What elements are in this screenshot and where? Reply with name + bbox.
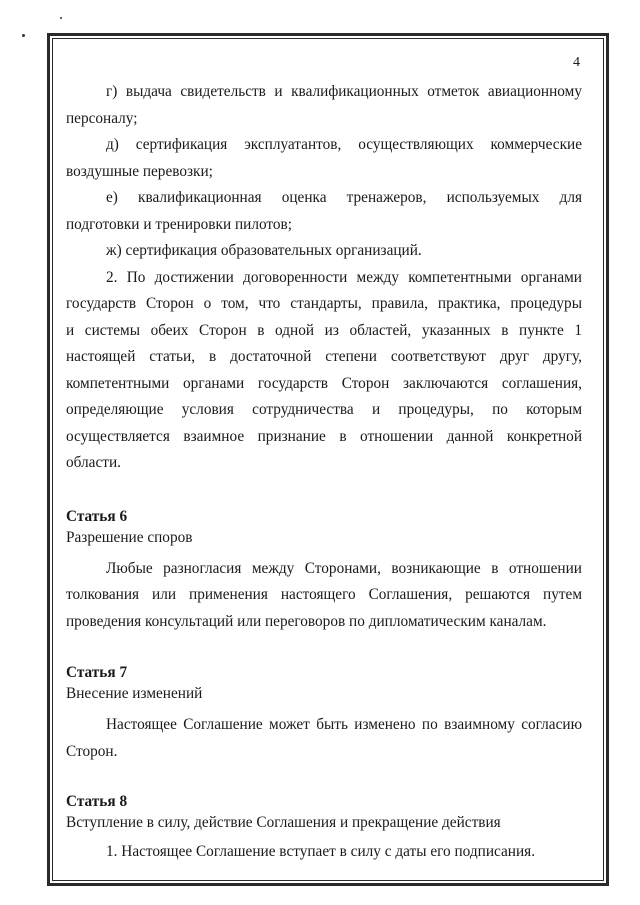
para2-line: государств Сторон о том, что стандарты, правила, практика, процедуры	[66, 295, 582, 312]
scan-speck	[60, 17, 62, 19]
para2-line: компетентными органами государств Сторон заключаются соглашения,	[66, 374, 582, 392]
page-number: 4	[573, 55, 580, 70]
article6-text-line: толкования или применения настоящего Соглашения, решаются путем	[66, 586, 582, 603]
list-item-g-line2: персоналу;	[66, 109, 138, 127]
article7-text-line: Настоящее Соглашение может быть изменено по взаимному согласию	[106, 716, 582, 733]
article6-text-line: проведения консультаций или переговоров по дипломатическим каналам.	[66, 612, 547, 630]
article8-subtitle: Вступление в силу, действие Соглашения и прекращение действия	[66, 814, 501, 831]
article8-text-line: 1. Настоящее Соглашение вступает в силу с даты его подписания.	[106, 843, 536, 860]
scan-speck	[22, 34, 25, 37]
article8-title: Статья 8	[66, 793, 128, 810]
list-item-d-line2: воздушные перевозки;	[66, 162, 213, 180]
list-item-d-line1: д) сертификация эксплуатантов, осуществляющих коммерческие	[106, 136, 582, 153]
article7-text-line: Сторон.	[66, 742, 118, 760]
article6-subtitle: Разрешение споров	[66, 528, 193, 546]
para2-line: 2. По достижении договоренности между компетентными органами	[106, 268, 582, 286]
para2-line: осуществляется взаимное признание в отношении данной конкретной	[66, 427, 582, 445]
para2-line: области.	[66, 454, 121, 471]
list-item-e-line2: подготовки и тренировки пилотов;	[66, 215, 293, 233]
para2-line: и системы обеих Сторон в одной из областей, указанных в пункте 1	[66, 321, 582, 339]
article7-title: Статья 7	[66, 664, 128, 681]
list-item-zh: ж) сертификация образовательных организаций.	[106, 242, 422, 259]
para2-line: определяющие условия сотрудничества и процедуры, по которым	[66, 401, 582, 418]
list-item-g-line1: г) выдача свидетельств и квалификационных отметок авиационному	[106, 83, 582, 100]
article6-text-line: Любые разногласия между Сторонами, возникающие в отношении	[106, 559, 582, 577]
para2-line: настоящей статьи, в достаточной степени соответствуют друг другу,	[66, 348, 582, 365]
list-item-e-line1: е) квалификационная оценка тренажеров, используемых для	[106, 189, 582, 206]
document-body	[66, 47, 582, 866]
article7-subtitle: Внесение изменений	[66, 685, 203, 702]
article6-title: Статья 6	[66, 507, 128, 525]
